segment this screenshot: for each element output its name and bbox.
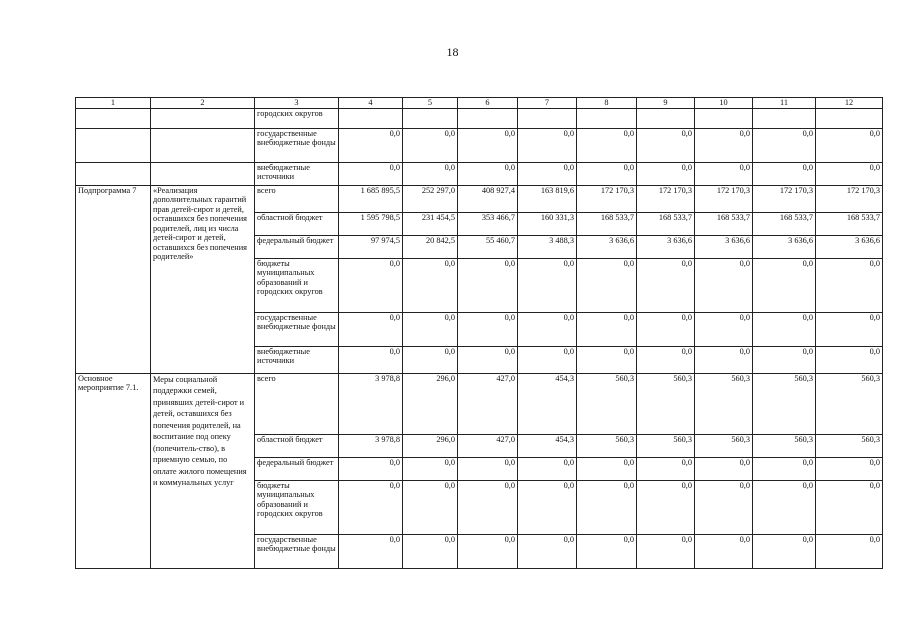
value-cell: 0,0 xyxy=(339,347,403,374)
column-header: 9 xyxy=(637,98,695,109)
value-cell xyxy=(577,109,637,129)
value-cell: 0,0 xyxy=(695,163,753,186)
value-cell: 560,3 xyxy=(577,374,637,435)
value-cell: 0,0 xyxy=(458,313,518,347)
value-cell: 3 978,8 xyxy=(339,435,403,458)
value-cell: 1 685 895,5 xyxy=(339,186,403,213)
value-cell: 0,0 xyxy=(637,129,695,163)
value-cell xyxy=(816,109,883,129)
value-cell: 0,0 xyxy=(753,458,816,481)
table-row xyxy=(76,129,883,163)
value-cell: 168 533,7 xyxy=(577,213,637,236)
value-cell: 163 819,6 xyxy=(518,186,577,213)
budget-table xyxy=(75,97,883,569)
table-row xyxy=(76,186,883,213)
column-header: 7 xyxy=(518,98,577,109)
value-cell: 97 974,5 xyxy=(339,236,403,259)
value-cell xyxy=(753,109,816,129)
value-cell: 560,3 xyxy=(637,435,695,458)
value-cell: 427,0 xyxy=(458,435,518,458)
value-cell: 0,0 xyxy=(458,458,518,481)
value-cell: 0,0 xyxy=(518,129,577,163)
value-cell: 0,0 xyxy=(339,163,403,186)
table-cell xyxy=(76,129,151,163)
header-row xyxy=(76,98,883,109)
value-cell: 0,0 xyxy=(816,535,883,569)
column-header: 5 xyxy=(403,98,458,109)
value-cell: 560,3 xyxy=(695,374,753,435)
value-cell: 0,0 xyxy=(753,347,816,374)
value-cell: 3 636,6 xyxy=(577,236,637,259)
value-cell: 0,0 xyxy=(637,313,695,347)
value-cell: 0,0 xyxy=(816,347,883,374)
funding-source-cell: государственные внебюджетные фонды xyxy=(255,313,339,347)
value-cell: 560,3 xyxy=(577,435,637,458)
column-header: 11 xyxy=(753,98,816,109)
value-cell: 0,0 xyxy=(577,313,637,347)
value-cell: 0,0 xyxy=(816,129,883,163)
value-cell: 0,0 xyxy=(458,259,518,313)
value-cell: 0,0 xyxy=(816,163,883,186)
funding-source-cell: областной бюджет xyxy=(255,213,339,236)
value-cell: 0,0 xyxy=(753,163,816,186)
value-cell: 0,0 xyxy=(403,259,458,313)
table-row xyxy=(76,374,883,435)
value-cell: 0,0 xyxy=(518,481,577,535)
value-cell: 454,3 xyxy=(518,374,577,435)
value-cell: 0,0 xyxy=(403,535,458,569)
activity-label: Основное мероприятие 7.1. xyxy=(76,374,151,569)
value-cell: 296,0 xyxy=(403,435,458,458)
value-cell: 0,0 xyxy=(637,347,695,374)
value-cell: 560,3 xyxy=(753,374,816,435)
value-cell: 172 170,3 xyxy=(695,186,753,213)
value-cell: 0,0 xyxy=(458,163,518,186)
value-cell: 0,0 xyxy=(518,535,577,569)
value-cell: 0,0 xyxy=(339,129,403,163)
value-cell: 0,0 xyxy=(577,129,637,163)
value-cell: 0,0 xyxy=(637,163,695,186)
funding-source-cell: всего xyxy=(255,186,339,213)
value-cell: 0,0 xyxy=(695,481,753,535)
table-cell xyxy=(151,109,255,129)
column-header: 4 xyxy=(339,98,403,109)
value-cell: 0,0 xyxy=(637,259,695,313)
value-cell xyxy=(637,109,695,129)
value-cell: 0,0 xyxy=(518,259,577,313)
table-row xyxy=(76,109,883,129)
value-cell: 1 595 798,5 xyxy=(339,213,403,236)
value-cell: 20 842,5 xyxy=(403,236,458,259)
value-cell: 172 170,3 xyxy=(753,186,816,213)
value-cell: 0,0 xyxy=(458,481,518,535)
table-cell xyxy=(76,163,151,186)
column-header: 6 xyxy=(458,98,518,109)
value-cell xyxy=(403,109,458,129)
column-header: 1 xyxy=(76,98,151,109)
value-cell: 0,0 xyxy=(816,313,883,347)
value-cell: 172 170,3 xyxy=(637,186,695,213)
value-cell: 0,0 xyxy=(695,313,753,347)
value-cell: 0,0 xyxy=(695,129,753,163)
value-cell: 296,0 xyxy=(403,374,458,435)
funding-source-cell: внебюджетные источники xyxy=(255,163,339,186)
value-cell: 0,0 xyxy=(577,163,637,186)
value-cell: 0,0 xyxy=(753,129,816,163)
value-cell: 168 533,7 xyxy=(695,213,753,236)
value-cell: 0,0 xyxy=(518,163,577,186)
value-cell: 0,0 xyxy=(577,535,637,569)
funding-source-cell: федеральный бюджет xyxy=(255,458,339,481)
value-cell: 0,0 xyxy=(816,259,883,313)
value-cell: 172 170,3 xyxy=(577,186,637,213)
funding-source-cell: бюджеты муниципальных образований и городских округов xyxy=(255,481,339,535)
value-cell: 0,0 xyxy=(577,481,637,535)
value-cell: 0,0 xyxy=(403,347,458,374)
column-header: 2 xyxy=(151,98,255,109)
value-cell: 231 454,5 xyxy=(403,213,458,236)
value-cell: 0,0 xyxy=(753,535,816,569)
value-cell: 0,0 xyxy=(637,535,695,569)
table-cell xyxy=(76,109,151,129)
value-cell: 3 636,6 xyxy=(637,236,695,259)
value-cell: 560,3 xyxy=(753,435,816,458)
value-cell: 0,0 xyxy=(753,481,816,535)
value-cell: 0,0 xyxy=(518,313,577,347)
value-cell: 0,0 xyxy=(458,347,518,374)
funding-source-cell: внебюджетные источники xyxy=(255,347,339,374)
value-cell: 0,0 xyxy=(637,458,695,481)
value-cell: 353 466,7 xyxy=(458,213,518,236)
value-cell: 0,0 xyxy=(339,535,403,569)
subprogram-label: Подпрограмма 7 xyxy=(76,186,151,374)
value-cell: 0,0 xyxy=(816,481,883,535)
value-cell: 0,0 xyxy=(458,129,518,163)
value-cell: 160 331,3 xyxy=(518,213,577,236)
value-cell: 0,0 xyxy=(339,313,403,347)
value-cell xyxy=(518,109,577,129)
value-cell: 0,0 xyxy=(695,347,753,374)
value-cell: 3 636,6 xyxy=(816,236,883,259)
value-cell: 3 636,6 xyxy=(753,236,816,259)
column-header: 12 xyxy=(816,98,883,109)
column-header: 8 xyxy=(577,98,637,109)
value-cell xyxy=(695,109,753,129)
value-cell: 0,0 xyxy=(816,458,883,481)
value-cell: 427,0 xyxy=(458,374,518,435)
column-header: 3 xyxy=(255,98,339,109)
funding-source-cell: государственные внебюджетные фонды xyxy=(255,129,339,163)
value-cell: 0,0 xyxy=(753,259,816,313)
value-cell: 0,0 xyxy=(637,481,695,535)
value-cell xyxy=(458,109,518,129)
value-cell: 168 533,7 xyxy=(816,213,883,236)
value-cell: 252 297,0 xyxy=(403,186,458,213)
funding-source-cell: всего xyxy=(255,374,339,435)
value-cell: 408 927,4 xyxy=(458,186,518,213)
value-cell: 0,0 xyxy=(577,259,637,313)
value-cell: 0,0 xyxy=(577,458,637,481)
value-cell: 0,0 xyxy=(518,347,577,374)
table-cell xyxy=(151,129,255,163)
value-cell: 0,0 xyxy=(577,347,637,374)
value-cell: 0,0 xyxy=(695,535,753,569)
page-number: 18 xyxy=(446,45,459,59)
value-cell: 55 460,7 xyxy=(458,236,518,259)
column-header: 10 xyxy=(695,98,753,109)
value-cell: 0,0 xyxy=(339,458,403,481)
funding-source-cell: государственные внебюджетные фонды xyxy=(255,535,339,569)
value-cell: 3 636,6 xyxy=(695,236,753,259)
value-cell: 0,0 xyxy=(403,313,458,347)
value-cell: 0,0 xyxy=(403,163,458,186)
value-cell: 560,3 xyxy=(816,435,883,458)
value-cell: 0,0 xyxy=(695,259,753,313)
value-cell: 0,0 xyxy=(339,481,403,535)
funding-source-cell: областной бюджет xyxy=(255,435,339,458)
value-cell: 0,0 xyxy=(403,458,458,481)
value-cell: 560,3 xyxy=(637,374,695,435)
table-cell xyxy=(151,163,255,186)
subprogram-title: «Реализация дополнительных гарантий прав детей-сирот и детей, оставшихся без попечения родителей, лиц из числа детей-сирот и детей, оставшихся без попечения родителей» xyxy=(151,186,255,374)
value-cell: 0,0 xyxy=(458,535,518,569)
funding-source-cell: городских округов xyxy=(255,109,339,129)
value-cell: 0,0 xyxy=(695,458,753,481)
activity-title: Меры социальной поддержки семей, принявших детей-сирот и детей, оставшихся без попечения родителей, на воспитание под опеку (попечитель-ство), в приемную семью, по оплате жилого помещения и коммунальных услуг xyxy=(151,374,255,569)
value-cell: 560,3 xyxy=(695,435,753,458)
value-cell: 0,0 xyxy=(403,129,458,163)
value-cell: 3 488,3 xyxy=(518,236,577,259)
funding-source-cell: федеральный бюджет xyxy=(255,236,339,259)
funding-source-cell: бюджеты муниципальных образований и городских округов xyxy=(255,259,339,313)
value-cell: 172 170,3 xyxy=(816,186,883,213)
value-cell: 0,0 xyxy=(518,458,577,481)
table-row xyxy=(76,163,883,186)
value-cell: 0,0 xyxy=(753,313,816,347)
value-cell: 454,3 xyxy=(518,435,577,458)
value-cell: 0,0 xyxy=(403,481,458,535)
value-cell: 3 978,8 xyxy=(339,374,403,435)
value-cell: 0,0 xyxy=(339,259,403,313)
value-cell: 168 533,7 xyxy=(637,213,695,236)
value-cell: 560,3 xyxy=(816,374,883,435)
value-cell xyxy=(339,109,403,129)
value-cell: 168 533,7 xyxy=(753,213,816,236)
